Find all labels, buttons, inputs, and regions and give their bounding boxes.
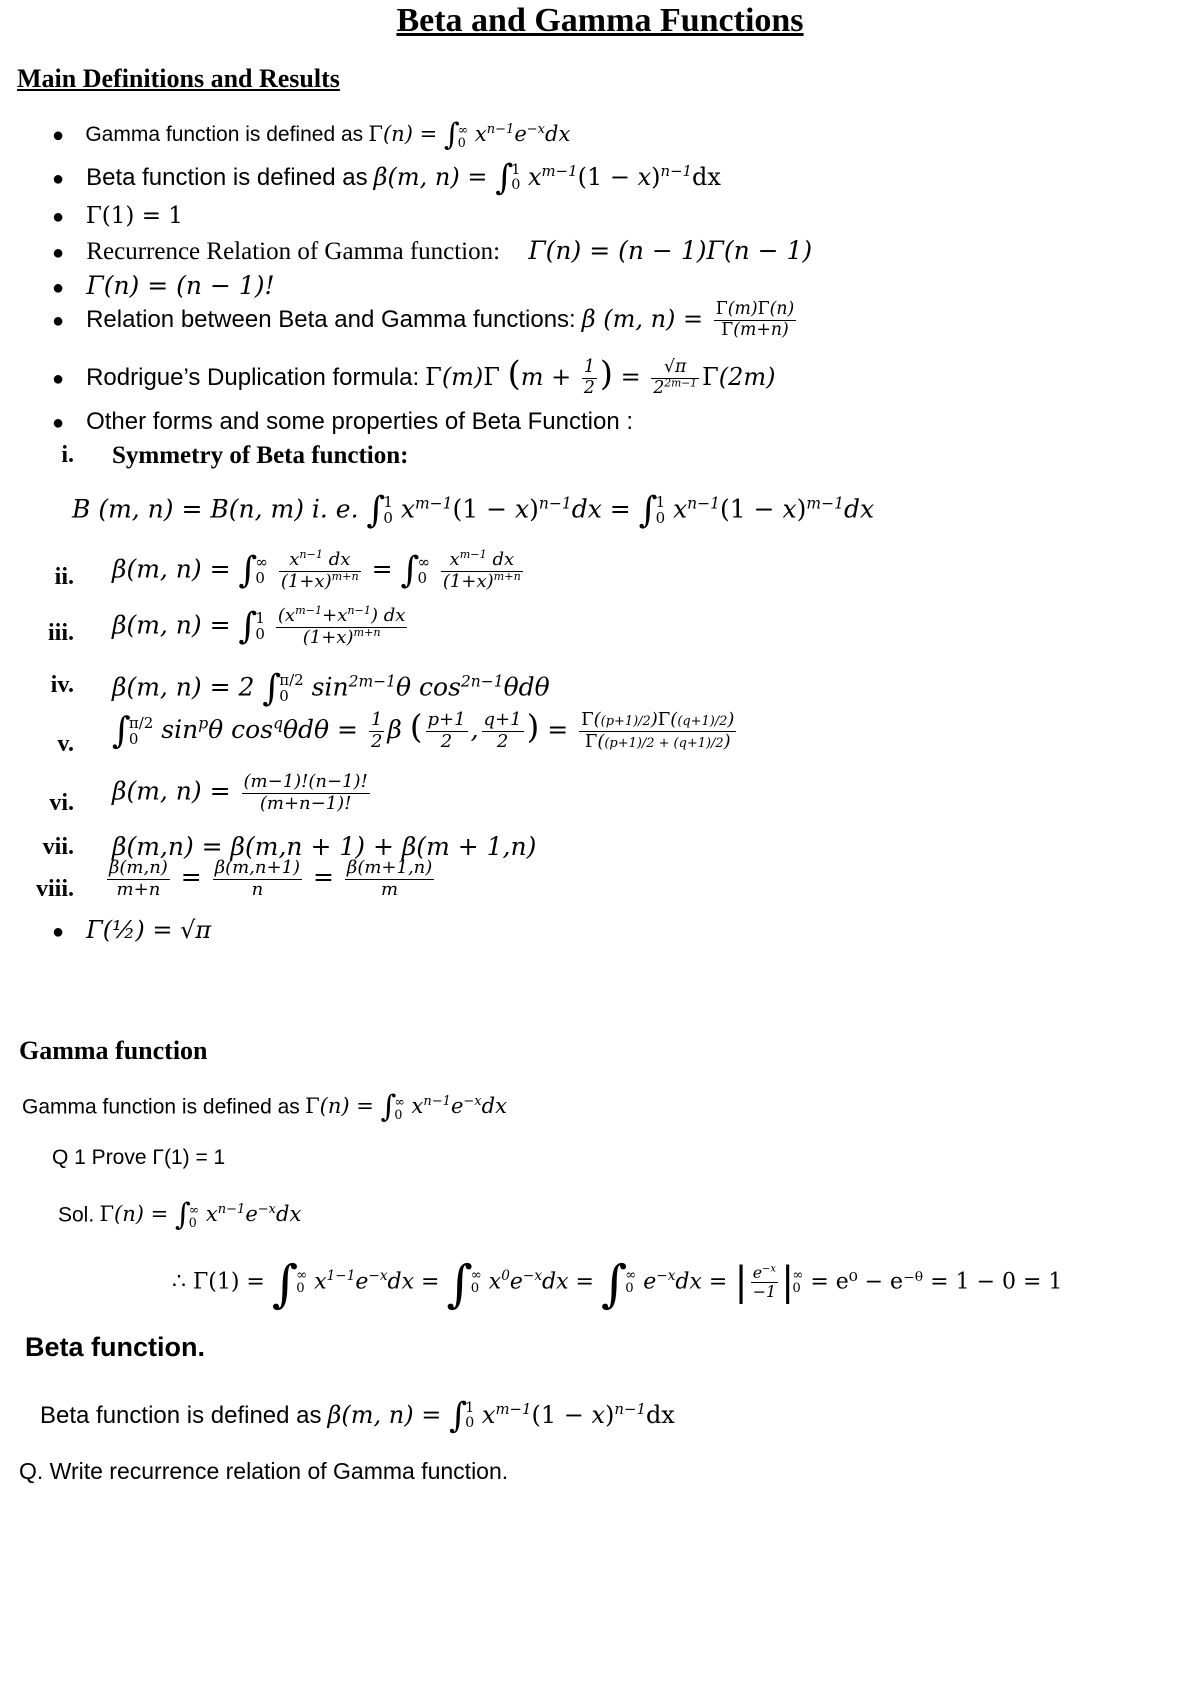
bullet-gamma-half: [52, 916, 211, 945]
bullet-icon: ●: [52, 206, 65, 228]
question-recurrence: Q. Write recurrence relation of Gamma function.: [19, 1458, 509, 1484]
property-ii-label: ii.: [54, 564, 74, 590]
bullet-icon: ●: [52, 368, 65, 390]
gamma-one-proof: ∴ Γ(1) = ∫ ∞ 0 $x^{1-1}e^{-x}dx$ = ∫ ∞ 0 $x^0e^{-x}dx$ = ∫ ∞ 0 $e^{-x}dx$ = | $\frac{e^{-x}}{-1}$ | ∞ 0 = e⁰ − e⁻ᶿ = 1 − 0 = 1: [172, 1254, 1063, 1313]
bullet-beta-gamma-relation: ● Relation between Beta and Gamma functions: β (m, n) = $\frac{\Gamma(m)\Gamma(n)}{\Gamma(m+n)}$: [52, 300, 799, 341]
solution-line: Sol. Γ(n) = ∫ ∞ 0 $x^{n-1}e^{-x}dx$: [58, 1198, 302, 1233]
gamma-definition-formula: Γ(n) = ∫ ∞ 0 $x^{n-1}e^{-x}dx$: [368, 118, 571, 153]
gamma-half-formula: Γ(½) = √π: [86, 916, 212, 944]
property-vii-formula: β(m,n) = β(m,n + 1) + β(m + 1,n): [112, 832, 537, 861]
property-v-label: v.: [57, 731, 74, 757]
bullet-gamma-one: ● Γ(1) = 1: [52, 203, 183, 229]
property-viii-formula: $\frac{\beta(m,n)}{m+n}$ = $\frac{\beta(m,n+1)}{n}$ = $\frac{\beta(m+1,n)}{m}$: [109, 857, 433, 900]
bullet-icon: ●: [52, 242, 65, 264]
gamma-section-heading: Gamma function: [19, 1036, 208, 1065]
property-vii-label: vii.: [42, 834, 74, 860]
property-v-formula: ∫ π/2 0 $\sin^p\theta$ $\cos^q\theta d\theta$ = $\frac{1}{2}$ β ( $\frac{p+1}{2}$ , $\frac{q+1}{2}$ ) = $\frac{\Gamma((p+1)/2)\Gamma((q+1)/2)}{\Gamma((p+1)/2 + (q+1)/2)}$: [112, 708, 735, 752]
page-title: Beta and Gamma Functions: [396, 2, 804, 39]
property-vi-label: vi.: [49, 790, 74, 816]
beta-section-heading: Beta function.: [25, 1332, 205, 1362]
bullet-icon: ●: [52, 412, 65, 434]
property-i-title: Symmetry of Beta function:: [112, 442, 409, 469]
bullet-gamma-definition: ● Gamma function is defined as Γ(n) = ∫ ∞ 0 $x^{n-1}e^{-x}dx$: [52, 118, 571, 153]
property-vi-formula: β(m, n) = $\frac{(m-1)!(n-1)!}{(m+n-1)!}$: [112, 771, 368, 814]
property-viii-label: viii.: [35, 876, 74, 902]
symmetry-formula: B (m, n) = B(n, m) i. e. ∫ 1 0 $x^{m-1}(1 - x)^{n-1}dx$ = ∫ 1 0 $x^{n-1}(1 - x)^{m-1}dx$: [72, 488, 875, 531]
bullet-beta-definition: ● Beta function is defined as β(m, n) = ∫ 1 0 $x^{m-1}(1 - x)^{n-1}dx$: [52, 158, 721, 198]
property-ii-formula: β(m, n) = ∫ ∞ 0 $\frac{x^{n-1} dx}{(1+x)^{m+n}}$ = ∫ ∞ 0 $\frac{x^{m-1} dx}{(1+x)^{m+n}}$: [112, 547, 521, 592]
beta-section-definition: Beta function is defined as β(m, n) = ∫ 1 0 $x^{m-1}(1 - x)^{n-1}dx$: [40, 1396, 675, 1436]
bullet-factorial: ● Γ(n) = (n − 1)!: [52, 271, 275, 300]
bullet-icon: ●: [52, 277, 65, 299]
duplication-formula: Γ(m)Γ (m + $\frac{1}{2}$ ) = $\frac{√\pi}{2^{2m-1}}$ Γ(2m): [425, 354, 776, 398]
beta-definition-formula: β(m, n) = ∫ 1 0 $x^{m-1}(1 - x)^{n-1}dx$: [373, 158, 721, 198]
bullet-recurrence: ● Recurrence Relation of Gamma function: Γ(n) = (n − 1)Γ(n − 1): [52, 236, 813, 265]
gamma-section-definition: Gamma function is defined as Γ(n) = ∫ ∞ 0 $x^{n-1}e^{-x}dx$: [22, 1090, 507, 1125]
property-i-label: i.: [61, 442, 74, 468]
bullet-icon: ●: [52, 921, 65, 943]
main-definitions-heading: Main Definitions and Results: [17, 64, 340, 93]
bullet-icon: ●: [52, 309, 65, 332]
property-iv-label: iv.: [50, 672, 74, 698]
bullet-other-forms: ● Other forms and some properties of Beta Function :: [52, 408, 634, 435]
bullet-icon: ●: [52, 124, 65, 147]
property-iii-formula: β(m, n) = ∫ 1 0 $\frac{(x^{m-1}+x^{n-1}) dx}{(1+x)^{m+n}}$: [112, 603, 406, 648]
property-iv-formula: β(m, n) = 2 ∫ π/2 0 $\sin^{2m-1}\theta$ $\cos^{2n-1}\theta d\theta$: [112, 666, 550, 709]
question-1: Q 1 Prove Γ(1) = 1: [52, 1146, 226, 1169]
property-iii-label: iii.: [47, 620, 74, 646]
bullet-duplication: ● Rodrigue’s Duplication formula: Γ(m)Γ (m + $\frac{1}{2}$ ) = $\frac{√\pi}{2^{2m-1}}$ Γ(2m): [52, 354, 776, 398]
relation-formula: β (m, n) = $\frac{\Gamma(m)\Gamma(n)}{\Gamma(m+n)}$: [581, 299, 795, 340]
bullet-icon: ●: [52, 167, 65, 190]
